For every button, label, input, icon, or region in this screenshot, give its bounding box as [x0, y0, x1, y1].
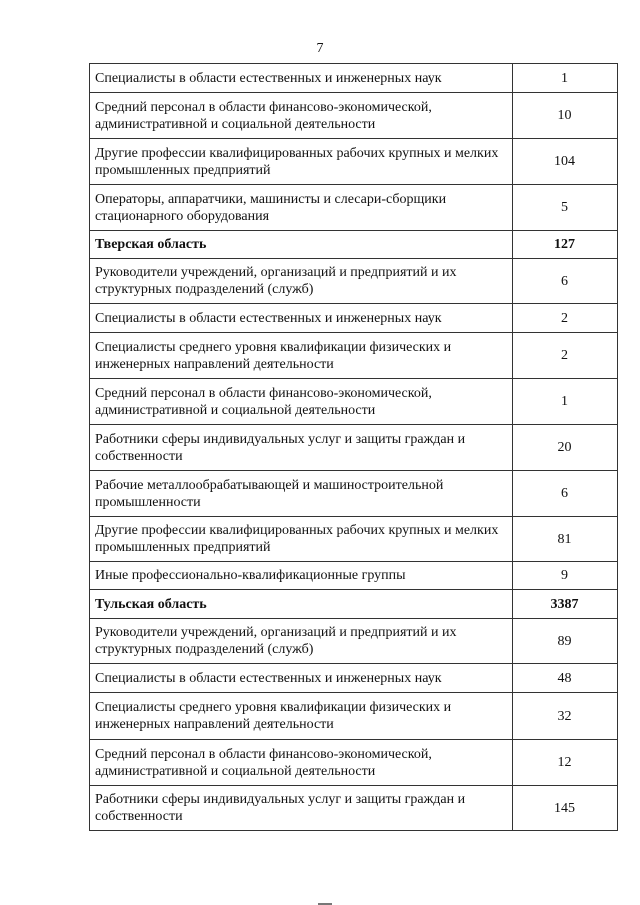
- table-row: [90, 693, 618, 740]
- occupation-count: 104: [513, 139, 618, 185]
- occupation-count: 12: [513, 740, 618, 786]
- occupation-count: 89: [513, 619, 618, 664]
- table-row: [90, 517, 618, 562]
- table-row: [90, 740, 618, 786]
- occupation-count: 81: [513, 517, 618, 562]
- occupation-name: Специалисты в области естественных и инженерных наук: [90, 664, 513, 693]
- region-total: 3387: [513, 590, 618, 619]
- table-row: [90, 786, 618, 831]
- occupation-count: 2: [513, 333, 618, 379]
- occupation-name: Средний персонал в области финансово-экономической, административной и социальной деятельности: [90, 93, 513, 139]
- occupation-name: Другие профессии квалифицированных рабочих крупных и мелких промышленных предприятий: [90, 517, 513, 562]
- table-row: [90, 93, 618, 139]
- occupation-count: 48: [513, 664, 618, 693]
- region-name: Тульская область: [90, 590, 513, 619]
- occupation-count: 6: [513, 471, 618, 517]
- occupation-table: [89, 63, 618, 831]
- occupation-name: Работники сферы индивидуальных услуг и защиты граждан и собственности: [90, 425, 513, 471]
- page-number: 7: [316, 41, 324, 56]
- table-row: [90, 333, 618, 379]
- occupation-name: Специалисты в области естественных и инженерных наук: [90, 64, 513, 93]
- occupation-count: 1: [513, 64, 618, 93]
- occupation-count: 5: [513, 185, 618, 231]
- occupation-count: 10: [513, 93, 618, 139]
- region-total: 127: [513, 231, 618, 259]
- occupation-name: Средний персонал в области финансово-экономической, административной и социальной деятельности: [90, 379, 513, 425]
- occupation-name: Рабочие металлообрабатывающей и машиностроительной промышленности: [90, 471, 513, 517]
- table-row: [90, 185, 618, 231]
- occupation-name: Специалисты среднего уровня квалификации физических и инженерных направлений деятельности: [90, 693, 513, 740]
- occupation-name: Средний персонал в области финансово-экономической, административной и социальной деятельности: [90, 740, 513, 786]
- occupation-name: Руководители учреждений, организаций и предприятий и их структурных подразделений (служб): [90, 259, 513, 304]
- occupation-count: 2: [513, 304, 618, 333]
- occupation-name: Операторы, аппаратчики, машинисты и слесари-сборщики стационарного оборудования: [90, 185, 513, 231]
- table-row: [90, 379, 618, 425]
- table-row: [90, 471, 618, 517]
- region-header-row: [90, 590, 618, 619]
- occupation-name: Специалисты среднего уровня квалификации физических и инженерных направлений деятельности: [90, 333, 513, 379]
- table-row: [90, 664, 618, 693]
- occupation-count: 32: [513, 693, 618, 740]
- occupation-count: 9: [513, 562, 618, 590]
- region-header-row: [90, 231, 618, 259]
- occupation-name: Иные профессионально-квалификационные группы: [90, 562, 513, 590]
- occupation-count: 145: [513, 786, 618, 831]
- occupation-name: Другие профессии квалифицированных рабочих крупных и мелких промышленных предприятий: [90, 139, 513, 185]
- occupation-name: Специалисты в области естественных и инженерных наук: [90, 304, 513, 333]
- occupation-count: 20: [513, 425, 618, 471]
- table-row: [90, 425, 618, 471]
- occupation-name: Работники сферы индивидуальных услуг и защиты граждан и собственности: [90, 786, 513, 831]
- table-row: [90, 619, 618, 664]
- table-row: [90, 139, 618, 185]
- region-name: Тверская область: [90, 231, 513, 259]
- table-row: [90, 259, 618, 304]
- table-row: [90, 562, 618, 590]
- table-body: [90, 64, 618, 831]
- occupation-count: 6: [513, 259, 618, 304]
- table-row: [90, 304, 618, 333]
- occupation-name: Руководители учреждений, организаций и предприятий и их структурных подразделений (служб): [90, 619, 513, 664]
- occupation-count: 1: [513, 379, 618, 425]
- table-row: [90, 64, 618, 93]
